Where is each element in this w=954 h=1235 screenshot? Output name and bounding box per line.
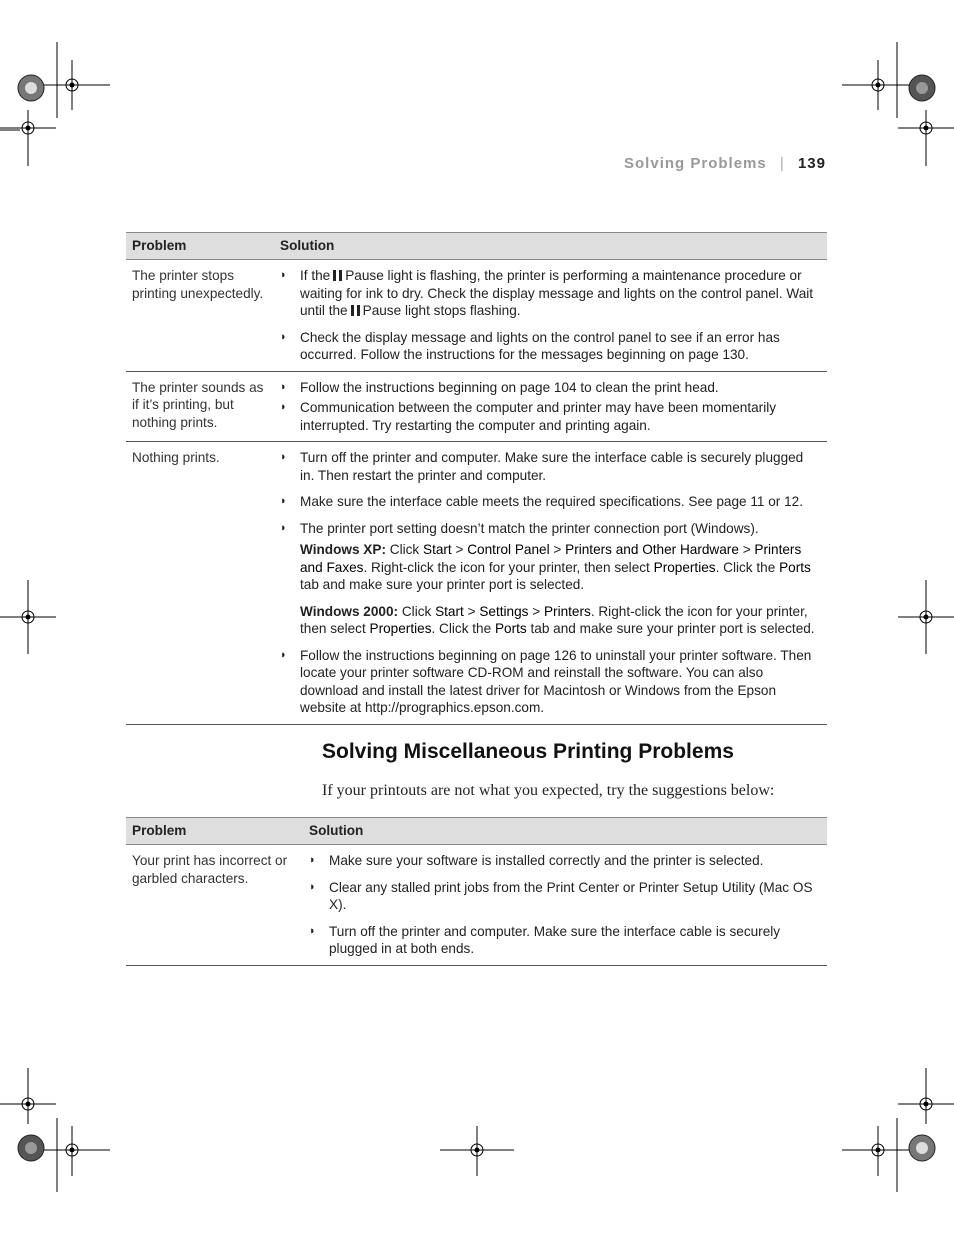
bullet-icon: ◗: [309, 880, 316, 893]
solution-text: Follow the instructions beginning on page 104 to clean the print head.: [300, 379, 719, 395]
solution-cell: [274, 371, 827, 442]
problem-cell: The printer sounds as if it’s printing, but nothing prints.: [126, 371, 274, 442]
list-item: [280, 267, 821, 320]
bullet-icon: ◗: [280, 648, 287, 661]
windows-xp-label: Windows XP:: [300, 542, 386, 557]
bullet-icon: ◗: [280, 521, 287, 534]
path-separator: >: [455, 542, 464, 557]
bullet-icon: ◗: [280, 380, 287, 393]
solution-text: Pause light stops flashing.: [362, 303, 521, 318]
solution-list: [280, 379, 821, 435]
ui-term-start: Start: [435, 603, 464, 619]
solution-cell: [303, 845, 827, 966]
solution-text: If the: [300, 268, 331, 283]
table-row: [126, 442, 827, 725]
table-row: [126, 371, 827, 442]
troubleshooting-table-2: [126, 817, 827, 966]
table-header-row: [126, 233, 827, 260]
table-row: [126, 260, 827, 372]
ui-term-ports: Ports: [779, 559, 811, 575]
problem-cell: Your print has incorrect or garbled characters.: [126, 845, 303, 966]
instruction-text: . Right-click the icon for your printer, then select: [363, 559, 650, 575]
pause-icon: [333, 270, 342, 281]
bullet-icon: ◗: [280, 401, 287, 413]
ui-term-start: Start: [423, 542, 452, 557]
path-separator: >: [742, 542, 751, 557]
windows-xp-instructions: [300, 541, 821, 594]
instruction-text: . Click the: [431, 621, 492, 636]
ui-term-printers-and-faxes: Printers and Faxes: [300, 542, 802, 575]
section-intro: If your printouts are not what you expected, try the suggestions below:: [322, 782, 775, 799]
windows-2000-instructions: [300, 603, 821, 638]
list-item: [309, 923, 821, 958]
list-item: [280, 379, 821, 397]
solution-text: Make sure your software is installed correctly and the printer is selected.: [329, 853, 764, 868]
list-item: [309, 879, 821, 914]
column-header-solution: Solution: [303, 818, 827, 845]
table-row: [126, 845, 827, 966]
solution-text: Turn off the printer and computer. Make sure the interface cable is securely plugged in at both ends.: [329, 923, 781, 956]
solution-text: Clear any stalled print jobs from the Print Center or Printer Setup Utility (Mac OS X).: [329, 879, 813, 912]
solution-list: [280, 449, 821, 717]
column-header-problem: Problem: [126, 233, 274, 260]
list-item: [280, 520, 821, 638]
instruction-text: Click: [389, 542, 420, 557]
bullet-icon: ◗: [309, 854, 316, 866]
ui-term-properties: Properties: [653, 559, 716, 575]
ui-term-printers-other-hardware: Printers and Other Hardware: [565, 542, 739, 557]
solution-text: Communication between the computer and printer may have been momentarily interrupted. Try restarting the computer and printing again.: [300, 400, 777, 433]
solution-cell: [274, 442, 827, 725]
solution-text: Make sure the interface cable meets the required specifications. See page 11 or 12.: [300, 494, 804, 509]
list-item: [280, 449, 821, 484]
solution-list: [280, 267, 821, 364]
instruction-text: tab and make sure your printer port is selected.: [300, 577, 585, 592]
section-title: Solving Miscellaneous Printing Problems: [322, 740, 734, 763]
list-item: [280, 493, 821, 511]
list-item: [309, 852, 821, 870]
ui-term-ports: Ports: [494, 621, 527, 636]
ui-term-printers: Printers: [543, 603, 591, 619]
ui-term-control-panel: Control Panel: [467, 542, 550, 557]
header-separator: |: [779, 155, 785, 172]
bullet-icon: ◗: [280, 495, 287, 507]
windows-2000-label: Windows 2000:: [300, 603, 399, 619]
solution-text: Follow the instructions beginning on page 126 to uninstall your printer software. Then locate your printer software CD-ROM and reinstall the software. You can also download and install the latest driver for Macintosh or Windows from the Epson website at http://prographics.epson.com.: [300, 647, 812, 715]
page-number: 139: [797, 155, 826, 172]
bullet-icon: ◗: [309, 924, 316, 937]
troubleshooting-table-1: [126, 232, 827, 725]
bullet-icon: ◗: [280, 269, 287, 281]
solution-cell: [274, 260, 827, 372]
path-separator: >: [467, 603, 476, 619]
instruction-text: tab and make sure your printer port is selected.: [530, 621, 815, 636]
ui-term-properties: Properties: [369, 621, 432, 636]
problem-cell: Nothing prints.: [126, 442, 274, 725]
list-item: [280, 329, 821, 364]
running-header: [624, 155, 826, 172]
table-header-row: [126, 818, 827, 845]
solution-text: Pause light is flashing, the printer is performing a maintenance procedure or waiting for ink to dry. Check the display message and lights on the control panel. Wait until the: [300, 268, 814, 318]
list-item: [280, 647, 821, 717]
problem-cell: The printer stops printing unexpectedly.: [126, 260, 274, 372]
instruction-text: . Click the: [715, 559, 776, 575]
path-separator: >: [553, 542, 562, 557]
pause-icon: [351, 305, 360, 316]
solution-text: Check the display message and lights on the control panel to see if an error has occurred. Follow the instructions for the messages beginning on page 130.: [300, 329, 780, 362]
bullet-icon: ◗: [280, 330, 287, 343]
header-section-title: Solving Problems: [624, 155, 767, 172]
instruction-text: . Right-click the icon for your printer, then select: [300, 603, 808, 636]
ui-term-settings: Settings: [479, 603, 529, 619]
path-separator: >: [532, 603, 541, 619]
instruction-text: Click: [401, 603, 432, 619]
column-header-solution: Solution: [274, 233, 827, 260]
bullet-icon: ◗: [280, 451, 287, 463]
column-header-problem: Problem: [126, 818, 303, 845]
solution-text: The printer port setting doesn’t match the printer connection port (Windows).: [300, 520, 759, 536]
solution-list: [309, 852, 821, 958]
list-item: [280, 399, 821, 434]
solution-text: Turn off the printer and computer. Make sure the interface cable is securely plugged in. Then restart the printer and computer.: [300, 450, 804, 483]
